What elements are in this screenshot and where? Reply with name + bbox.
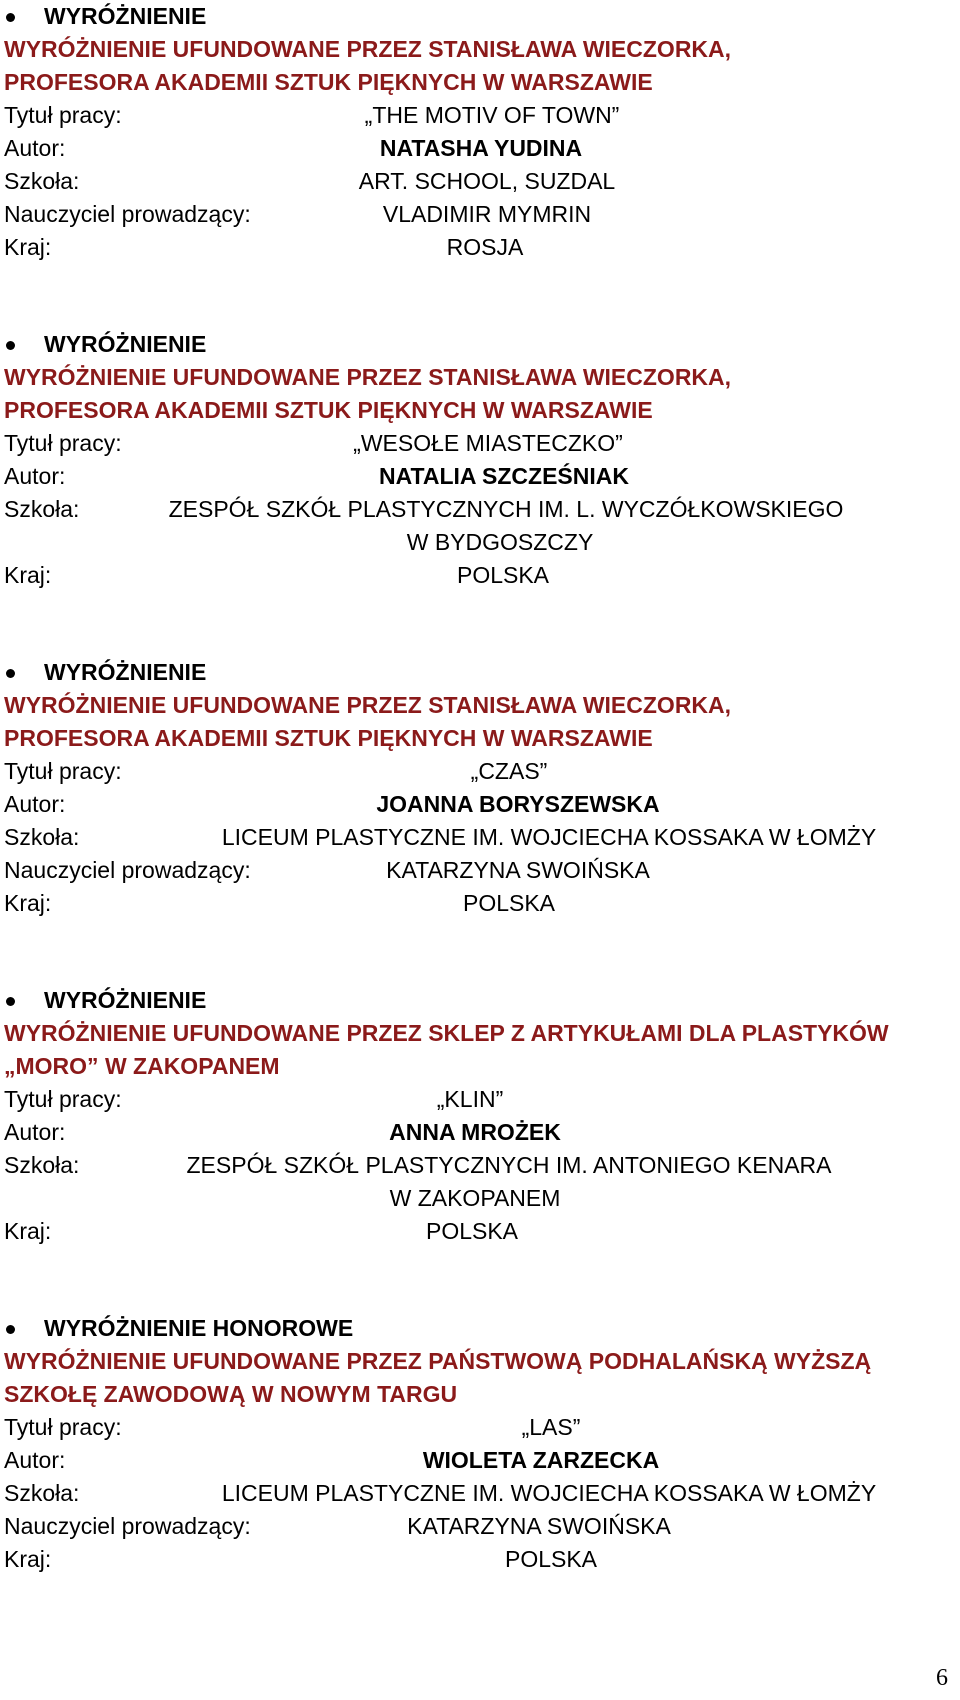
teacher-row (4, 854, 956, 887)
country-row (4, 887, 956, 920)
teacher-row (4, 1510, 956, 1543)
entry-heading: WYRÓŻNIENIE (4, 328, 956, 361)
award-description: WYRÓŻNIENIE UFUNDOWANE PRZEZ STANISŁAWA WIECZORKA, (4, 692, 732, 718)
award-entry (4, 0, 956, 264)
entry-heading: WYRÓŻNIENIE HONOROWE (4, 1312, 956, 1345)
school-name: LICEUM PLASTYCZNE IM. WOJCIECHA KOSSAKA W ŁOMŻY (221, 824, 877, 850)
award-description: WYRÓŻNIENIE UFUNDOWANE PRZEZ STANISŁAWA WIECZORKA, (4, 364, 732, 390)
work-title: „LAS” (521, 1414, 581, 1440)
country-label: Kraj: (4, 890, 52, 916)
author-name: WIOLETA ZARZECKA (422, 1447, 660, 1473)
title-label: Tytuł pracy: (4, 758, 122, 784)
school-label: Szkoła: (4, 496, 80, 522)
author-name: JOANNA BORYSZEWSKA (376, 791, 660, 817)
title-label: Tytuł pracy: (4, 102, 122, 128)
award-description: PROFESORA AKADEMII SZTUK PIĘKNYCH W WARSZAWIE (4, 725, 653, 751)
award-description: PROFESORA AKADEMII SZTUK PIĘKNYCH W WARSZAWIE (4, 69, 653, 95)
school-name: LICEUM PLASTYCZNE IM. WOJCIECHA KOSSAKA W ŁOMŻY (221, 1480, 877, 1506)
school-name: ZESPÓŁ SZKÓŁ PLASTYCZNYCH IM. ANTONIEGO KENARA (186, 1152, 832, 1178)
school-row (4, 165, 956, 198)
country-label: Kraj: (4, 562, 52, 588)
school-name: ART. SCHOOL, SUZDAL (358, 168, 616, 194)
work-title: „WESOŁE MIASTECZKO” (353, 430, 623, 456)
teacher-label: Nauczyciel prowadzący: (4, 857, 251, 883)
title-row (4, 755, 956, 788)
teacher-name: VLADIMIR MYMRIN (382, 201, 592, 227)
teacher-label: Nauczyciel prowadzący: (4, 201, 251, 227)
country-row (4, 559, 956, 592)
title-row (4, 99, 956, 132)
author-row (4, 132, 956, 165)
title-label: Tytuł pracy: (4, 430, 122, 456)
country-name: POLSKA (425, 1218, 519, 1244)
title-label: Tytuł pracy: (4, 1086, 122, 1112)
award-entry (4, 328, 956, 592)
title-row (4, 1083, 956, 1116)
author-name: ANNA MROŻEK (389, 1119, 561, 1145)
entry-heading: WYRÓŻNIENIE (4, 984, 956, 1017)
country-name: POLSKA (504, 1546, 598, 1572)
country-label: Kraj: (4, 1546, 52, 1572)
school-row (4, 1477, 956, 1510)
country-row (4, 231, 956, 264)
award-description: „MORO” W ZAKOPANEM (4, 1053, 280, 1079)
teacher-name: KATARZYNA SWOIŃSKA (407, 1513, 671, 1539)
award-entry (4, 984, 956, 1248)
author-name: NATALIA SZCZEŚNIAK (378, 463, 630, 489)
author-name: NATASHA YUDINA (379, 135, 583, 161)
title-row (4, 1411, 956, 1444)
school-label: Szkoła: (4, 824, 80, 850)
country-row (4, 1543, 956, 1576)
author-label: Autor: (4, 135, 66, 161)
author-label: Autor: (4, 791, 66, 817)
school-row-continued (4, 1182, 956, 1215)
school-label: Szkoła: (4, 168, 80, 194)
award-entry (4, 1312, 956, 1576)
school-row (4, 493, 956, 526)
award-description: WYRÓŻNIENIE UFUNDOWANE PRZEZ STANISŁAWA WIECZORKA, (4, 36, 732, 62)
school-label: Szkoła: (4, 1152, 80, 1178)
school-name: ZESPÓŁ SZKÓŁ PLASTYCZNYCH IM. L. WYCZÓŁKOWSKIEGO (168, 496, 844, 522)
country-label: Kraj: (4, 1218, 52, 1244)
title-label: Tytuł pracy: (4, 1414, 122, 1440)
school-row (4, 1149, 956, 1182)
work-title: „KLIN” (436, 1086, 504, 1112)
award-description: SZKOŁĘ ZAWODOWĄ W NOWYM TARGU (4, 1381, 458, 1407)
school-row (4, 821, 956, 854)
author-row (4, 788, 956, 821)
award-description: WYRÓŻNIENIE UFUNDOWANE PRZEZ SKLEP Z ARTYKUŁAMI DLA PLASTYKÓW (4, 1020, 889, 1046)
award-description: WYRÓŻNIENIE UFUNDOWANE PRZEZ PAŃSTWOWĄ PODHALAŃSKĄ WYŻSZĄ (4, 1348, 872, 1374)
school-label: Szkoła: (4, 1480, 80, 1506)
award-description: PROFESORA AKADEMII SZTUK PIĘKNYCH W WARSZAWIE (4, 397, 653, 423)
work-title: „THE MOTIV OF TOWN” (364, 102, 620, 128)
author-row (4, 1444, 956, 1477)
country-row (4, 1215, 956, 1248)
school-name-line2: W ZAKOPANEM (389, 1185, 561, 1211)
page-number: 6 (936, 1665, 948, 1691)
school-row-continued (4, 526, 956, 559)
author-label: Autor: (4, 1447, 66, 1473)
country-name: ROSJA (446, 234, 524, 260)
entry-heading: WYRÓŻNIENIE (4, 0, 956, 33)
author-label: Autor: (4, 1119, 66, 1145)
country-name: POLSKA (456, 562, 550, 588)
teacher-row (4, 198, 956, 231)
award-entry (4, 656, 956, 920)
work-title: „CZAS” (470, 758, 548, 784)
entry-heading: WYRÓŻNIENIE (4, 656, 956, 689)
author-row (4, 1116, 956, 1149)
teacher-label: Nauczyciel prowadzący: (4, 1513, 251, 1539)
author-label: Autor: (4, 463, 66, 489)
country-label: Kraj: (4, 234, 52, 260)
country-name: POLSKA (462, 890, 556, 916)
school-name-line2: W BYDGOSZCZY (406, 529, 594, 555)
teacher-name: KATARZYNA SWOIŃSKA (386, 857, 650, 883)
title-row (4, 427, 956, 460)
author-row (4, 460, 956, 493)
